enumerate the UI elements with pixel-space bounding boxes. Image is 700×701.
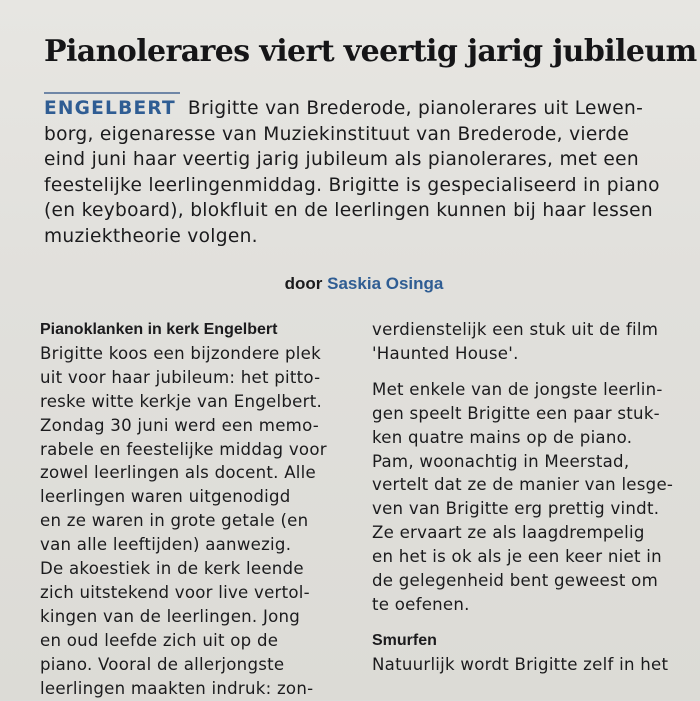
right-column (372, 318, 682, 677)
body-line: uit voor haar jubileum: het pitto- (40, 367, 321, 387)
lead-line: borg, eigenaresse van Muziekinstituut van Brederode, vierde (44, 123, 630, 145)
body-line: ven van Brigitte erg prettig vindt. (372, 499, 660, 519)
subheading: Pianoklanken in kerk Engelbert (40, 321, 278, 338)
body-line: piano. Vooral de allerjongste (40, 654, 285, 674)
lead-line: feestelijke leerlingenmiddag. Brigitte is gespecialiseerd in piano (44, 174, 660, 196)
left-column (40, 318, 346, 701)
body-line: zowel leerlingen als docent. Alle (40, 463, 316, 483)
lead-line-text: Brigitte van Brederode, pianolerares uit Lewen- (187, 98, 644, 119)
paragraph-gap (372, 366, 682, 378)
author-name: Saskia Osinga (327, 274, 444, 293)
body-line: 'Haunted House'. (372, 343, 519, 363)
body-line: De akoestiek in de kerk leende (40, 559, 304, 579)
byline-prefix: door (284, 274, 323, 293)
dateline: ENGELBERT (44, 98, 176, 119)
body-line: van alle leeftijden) aanwezig. (40, 535, 292, 555)
body-line: Pam, woonachtig in Meerstad, (372, 451, 630, 471)
body-line: zich uitstekend voor live vertol- (40, 582, 310, 602)
body-line: vertelt dat ze de manier van lesge- (372, 475, 674, 495)
body-line: en oud leefde zich uit op de (40, 630, 279, 650)
body-line: de gelegenheid bent geweest om (372, 571, 658, 591)
dateline-rule (44, 92, 180, 94)
body-line: Ze ervaart ze als laagdrempelig (372, 523, 645, 543)
body-line: en ze waren in grote getale (en (40, 511, 309, 531)
byline (44, 274, 684, 294)
body-line: Met enkele van de jongste leerlin- (372, 379, 663, 399)
headline: Pianolerares viert veertig jarig jubileum (44, 34, 697, 69)
body-line: Natuurlijk wordt Brigitte zelf in het (372, 654, 669, 674)
body-line: kingen van de leerlingen. Jong (40, 606, 301, 626)
lead-line: eind juni haar veertig jarig jubileum als pianolerares, met een (44, 149, 639, 171)
paragraph-gap (372, 617, 682, 629)
subheading: Smurfen (372, 631, 437, 649)
body-line: te oefenen. (372, 594, 470, 614)
body-line: en het is ok als je een keer niet in (372, 547, 662, 567)
lead-line: muziektheorie volgen. (44, 225, 258, 247)
body-line: verdienstelijk een stuk uit de film (372, 320, 659, 339)
body-line: ken quatre mains op de piano. (372, 427, 633, 447)
lead-paragraph (44, 96, 684, 250)
body-line: reske witte kerkje van Engelbert. (40, 391, 322, 411)
body-line: rabele en feestelijke middag voor (40, 439, 327, 459)
lead-line (44, 96, 684, 122)
body-line: Zondag 30 juni werd een memo- (40, 415, 320, 435)
body-line: Brigitte koos een bijzondere plek (40, 343, 321, 363)
lead-line: (en keyboard), blokfluit en de leerlingen kunnen bij haar lessen (44, 200, 653, 222)
body-line: gen speelt Brigitte een paar stuk- (372, 403, 660, 423)
body-line: leerlingen maakten indruk: zon- (40, 678, 314, 698)
body-line: leerlingen waren uitgenodigd (40, 487, 291, 507)
